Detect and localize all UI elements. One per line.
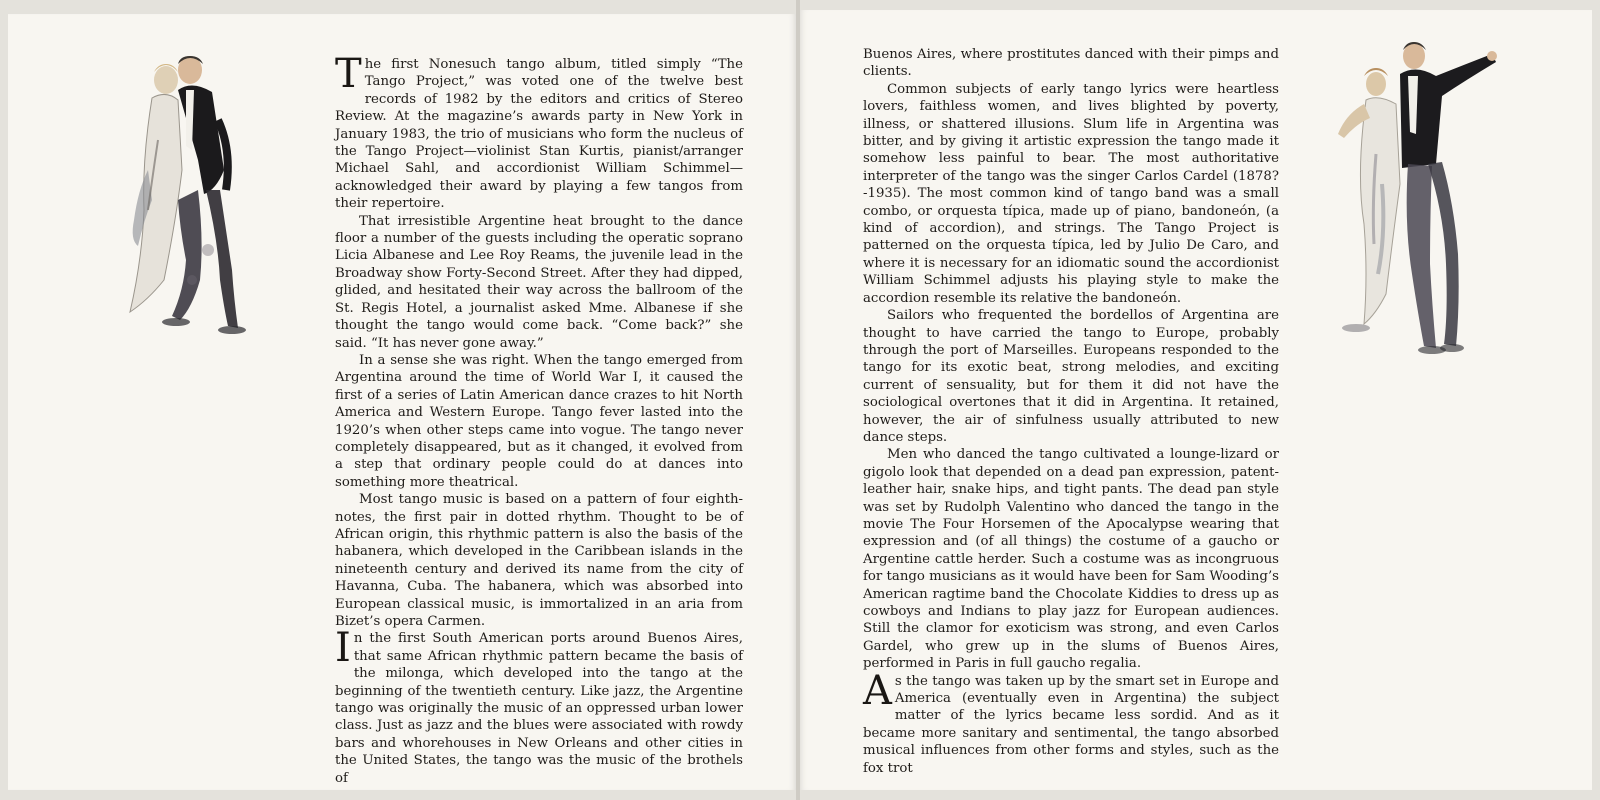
- left-paragraph-5: In the first South American ports around Buenos Aires, that same African rhythmic pattern became the basis of the milonga, which developed into the tango at the beginning of the twentieth century. Like jazz, the Argentine tango was originally the music of an oppressed urban lower class. Just as jazz and the blues were associated with rowdy bars and whorehouses in New Orleans and other cities in the United States, the tango was the music of the brothels of: [335, 625, 743, 786]
- dropcap-t: T: [335, 51, 362, 97]
- left-paragraph-4: Most tango music is based on a pattern of four eighth-notes, the first pair in dotted rhythm. Thought to be of African origin, this rhythmic pattern is also the basis of the habanera, which developed in the Caribbean islands in the nineteenth century and derived its name from the city of Havanna, Cuba. The habanera, which was absorbed into European classical music, is immortalized in an aria from Bizet’s opera Carmen.: [335, 492, 743, 629]
- left-paragraph-1: The first Nonesuch tango album, titled simply “The Tango Project,” was voted one of the twelve best records of 1982 by the editors and critics of Stereo Review. At the magazine’s awards party in New York in January 1983, the trio of musicians who form the nucleus of the Tango Project—violinist Stan Kurtis, pianist/arranger Michael Sahl, and accordionist William Schimmel—acknowledged their award by playing a few tangos from their repertoire.: [335, 51, 743, 212]
- right-paragraph-5: As the tango was taken up by the smart set in Europe and America (eventually even in Argentina) the subject matter of the lyrics became less sordid. And as it became more sanitary and sentimental, the tango absorbed musical influences from other forms and styles, such as the fox trot: [863, 667, 1279, 776]
- right-page: [800, 10, 1592, 790]
- right-paragraph-2: Common subjects of early tango lyrics were heartless lovers, faithless women, and lives blighted by poverty, illness, or shattered illusions. Slum life in Argentina was bitter, and by giving it artistic expression the tango made it somehow less painful to bear. The most authoritative interpreter of the tango was the singer Carlos Cardel (1878?-1935). The most common kind of tango band was a small combo, or orquesta típica, made up of piano, bandoneón, (a kind of accordion), and strings. The Tango Project is patterned on the orquesta típica, led by Julio De Caro, and where it is necessary for an idiomatic sound the accordionist William Schimmel adjusts his playing style to make the accordion resemble its relative the bandoneón.: [863, 81, 1279, 306]
- right-text-column: [863, 46, 1279, 777]
- right-paragraph-3: Sailors who frequented the bordellos of Argentina are thought to have carried the tango to Europe, probably through the port of Marseilles. Europeans responded to the tango for its exotic beat, strong melodies, and exciting current of sensuality, but for them it did not have the sociological overtones that it did in Argentina. It retained, however, the air of sinfulness usually attributed to new dance steps.: [863, 308, 1279, 445]
- tango-couple-illustration-left: [108, 50, 258, 350]
- right-paragraph-1: Buenos Aires, where prostitutes danced with their pimps and clients.: [863, 47, 1279, 80]
- tango-couple-illustration-right: [1316, 34, 1536, 364]
- left-paragraph-3: In a sense she was right. When the tango emerged from Argentina around the time of World War I, it caused the first of a series of Latin American dance crazes to hit North America and Western Europe. Tango fever lasted into the 1920’s when other steps came into vogue. The tango never completely disappeared, but as it changed, it evolved from a step that ordinary people could do at dances into something more theatrical.: [335, 352, 743, 490]
- left-text-column: [335, 51, 743, 787]
- dropcap-i: I: [335, 625, 351, 672]
- left-paragraph-2: That irresistible Argentine heat brought to the dance floor a number of the guests including the operatic soprano Licia Albanese and Lee Roy Reams, the juvenile lead in the Broadway show Forty-Second Street. After they had dipped, glided, and hesitated their way across the ballroom of the St. Regis Hotel, a journalist asked Mme. Albanese if she thought the tango would come back. “Come back?” she said. “It has never gone away.”: [335, 213, 743, 351]
- right-paragraph-4: Men who danced the tango cultivated a lounge-lizard or gigolo look that depended on a dead pan expression, patent-leather hair, snake hips, and tight pants. The dead pan style was set by Rudolph Valentino who danced the tango in the movie The Four Horsemen of the Apocalypse wearing that expression and (of all things) the costume of a gaucho or Argentine cattle herder. Such a costume was as incongruous for tango musicians as it would have been for Sam Wooding’s American ragtime band the Chocolate Kiddies to dress up as cowboys and Indians to play jazz for European audiences. Still the clamor for exoticism was strong, and even Carlos Gardel, who grew up in the slums of Buenos Aires, performed in Paris in full gaucho regalia.: [863, 447, 1279, 672]
- left-page: [8, 14, 796, 790]
- dropcap-a: A: [863, 667, 892, 714]
